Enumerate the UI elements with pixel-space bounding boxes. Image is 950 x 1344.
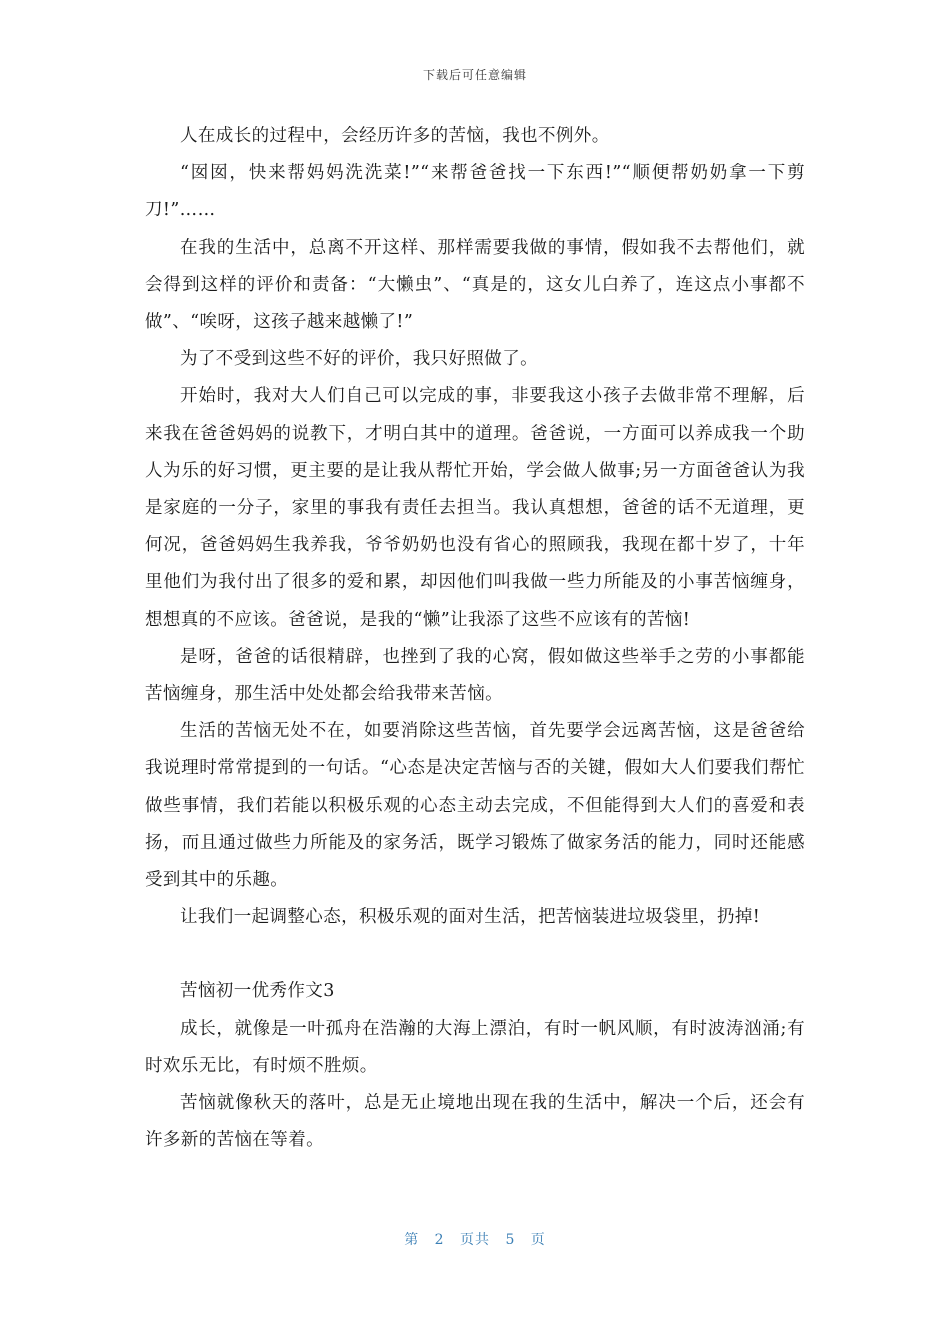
page-footer: 第 2 页共 5 页 xyxy=(404,1232,546,1248)
paragraph: 是呀，爸爸的话很精辟，也挫到了我的心窝，假如做这些举手之劳的小事都能苦恼缠身，那生活中处处都会给我带来苦恼。 xyxy=(145,646,805,705)
paragraph: 开始时，我对大人们自己可以完成的事，非要我这小孩子去做非常不理解，后来我在爸爸妈妈的说教下，才明白其中的道理。爸爸说，一方面可以养成我一个助人为乐的好习惯，更主要的是让我从帮忙开始，学会做人做事;另一方面爸爸认为我是家庭的一分子，家里的事我有责任去担当。我认真想想，爸爸的话不无道理，更何况，爸爸妈妈生我养我，爷爷奶奶也没有省心的照顾我，我现在都十岁了，十年里他们为我付出了很多的爱和累，却因他们叫我做一些力所能及的小事苦恼缠身，想想真的不应该。爸爸说，是我的“懒”让我添了这些不应该有的苦恼! xyxy=(145,386,805,630)
paragraph: 苦恼就像秋天的落叶，总是无止境地出现在我的生活中，解决一个后，还会有许多新的苦恼在等着。 xyxy=(145,1093,805,1151)
section-title: 苦恼初一优秀作文3 xyxy=(180,981,335,1002)
document-body xyxy=(145,118,805,1159)
page-header: 下载后可任意编辑 xyxy=(422,68,527,82)
paragraph: 在我的生活中，总离不开这样、那样需要我做的事情，假如我不去帮他们，就会得到这样的评价和责备：“大懒虫”、“真是的，这女儿白养了，连这点小事都不做”、“唉呀，这孩子越来越懒了!” xyxy=(145,237,805,333)
paragraph: 生活的苦恼无处不在，如要消除这些苦恼，首先要学会远离苦恼，这是爸爸给我说理时常常提到的一句话。“心态是决定苦恼与否的关键，假如大人们要我们帮忙做些事情，我们若能以积极乐观的心态主动去完成，不但能得到大人们的喜爱和表扬，而且通过做些力所能及的家务活，既学习锻炼了做家务活的能力，同时还能感受到其中的乐趣。 xyxy=(145,721,805,891)
paragraph: 人在成长的过程中，会经历许多的苦恼，我也不例外。 xyxy=(180,126,610,146)
section-spacer xyxy=(145,936,805,973)
paragraph: 为了不受到这些不好的评价，我只好照做了。 xyxy=(180,349,538,370)
paragraph: 让我们一起调整心态，积极乐观的面对生活，把苦恼装进垃圾袋里，扔掉! xyxy=(180,907,761,928)
paragraph: 成长，就像是一叶孤舟在浩瀚的大海上漂泊，有时一帆风顺，有时波涛汹涌;有时欢乐无比，有时烦不胜烦。 xyxy=(145,1018,805,1076)
paragraph: “囡囡，快来帮妈妈洗洗菜!”“来帮爸爸找一下东西!”“顺便帮奶奶拿一下剪刀!”…… xyxy=(145,163,805,221)
